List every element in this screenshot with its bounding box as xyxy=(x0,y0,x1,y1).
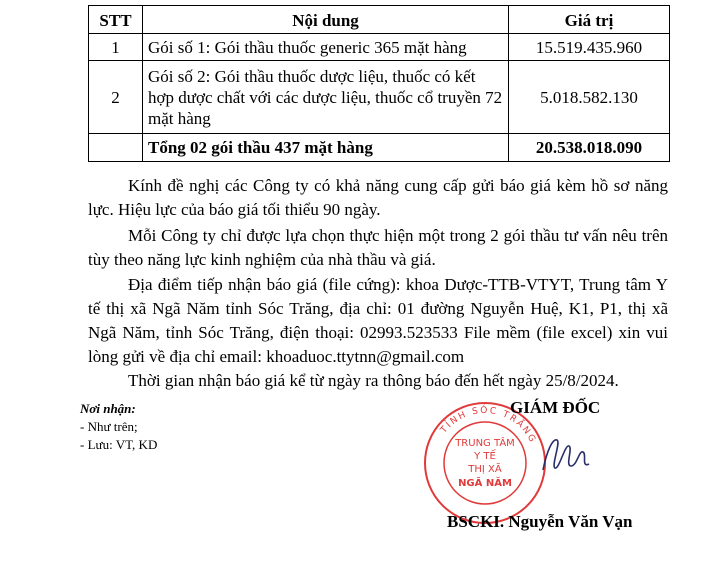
total-value: 20.538.018.090 xyxy=(509,134,670,162)
svg-text:THỊ XÃ: THỊ XÃ xyxy=(468,464,502,475)
paragraph-deadline xyxy=(88,369,668,393)
handwritten-signature-icon xyxy=(535,430,595,480)
row-gia-tri: 5.018.582.130 xyxy=(509,61,670,134)
header-gia-tri: Giá trị xyxy=(509,6,670,34)
row-stt: 2 xyxy=(89,61,143,134)
paragraph-deadline-text: Thời gian nhận báo giá kể từ ngày ra thông báo đến hết ngày 25/8/2024. xyxy=(128,371,619,390)
row-noi-dung: Gói số 1: Gói thầu thuốc generic 365 mặt hàng xyxy=(143,34,509,61)
row-noi-dung: Gói số 2: Gói thầu thuốc dược liệu, thuốc có kết hợp dược chất với các dược liệu, thuốc cổ truyền 72 mặt hàng xyxy=(143,61,509,134)
bid-package-table xyxy=(88,5,670,162)
recipient-item: - Lưu: VT, KD xyxy=(80,437,158,452)
signer-title: GIÁM ĐỐC xyxy=(510,398,601,417)
header-stt: STT xyxy=(89,6,143,34)
row-gia-tri: 15.519.435.960 xyxy=(509,34,670,61)
svg-text:TỈNH SÓC TRĂNG: TỈNH SÓC TRĂNG xyxy=(439,405,538,446)
total-label: Tổng 02 gói thầu 437 mặt hàng xyxy=(143,134,509,162)
table-total-row xyxy=(89,134,670,162)
paragraph-selection-text: Mỗi Công ty chỉ được lựa chọn thực hiện một trong 2 gói thầu tư vấn nêu trên tùy theo năng lực kinh nghiệm của nhà thầu và giá. xyxy=(88,226,668,269)
table-row xyxy=(89,34,670,61)
svg-text:TRUNG TÂM: TRUNG TÂM xyxy=(455,438,515,449)
recipients-title: Nơi nhận: xyxy=(80,401,136,416)
svg-text:NGÃ NĂM: NGÃ NĂM xyxy=(458,478,512,489)
svg-text:Y TẾ: Y TẾ xyxy=(474,451,496,462)
table-row xyxy=(89,61,670,134)
paragraph-request xyxy=(88,174,668,222)
paragraph-request-text: Kính đề nghị các Công ty có khả năng cung cấp gửi báo giá kèm hồ sơ năng lực. Hiệu lực của báo giá tối thiểu 90 ngày. xyxy=(88,176,668,219)
paragraph-selection xyxy=(88,224,668,272)
row-stt: 1 xyxy=(89,34,143,61)
header-noi-dung: Nội dung xyxy=(143,6,509,34)
paragraph-address xyxy=(88,273,668,369)
recipients-block xyxy=(80,400,157,454)
table-header-row xyxy=(89,6,670,34)
recipient-item: - Như trên; xyxy=(80,419,138,434)
total-empty-cell xyxy=(89,134,143,162)
paragraph-address-text: Địa điểm tiếp nhận báo giá (file cứng): khoa Dược-TTB-VTYT, Trung tâm Y tế thị xã Ngã Năm tỉnh Sóc Trăng, địa chỉ: 01 đường Nguyễn Huệ, K1, P1, thị xã Ngã Năm, tỉnh Sóc Trăng, điện thoại: 02993.523533 File mềm (file excel) xin vui lòng gửi về địa chỉ email: khoaduoc.ttytnn@gmail.com xyxy=(88,275,668,366)
signer-name: BSCKI. Nguyễn Văn Vạn xyxy=(447,512,633,531)
